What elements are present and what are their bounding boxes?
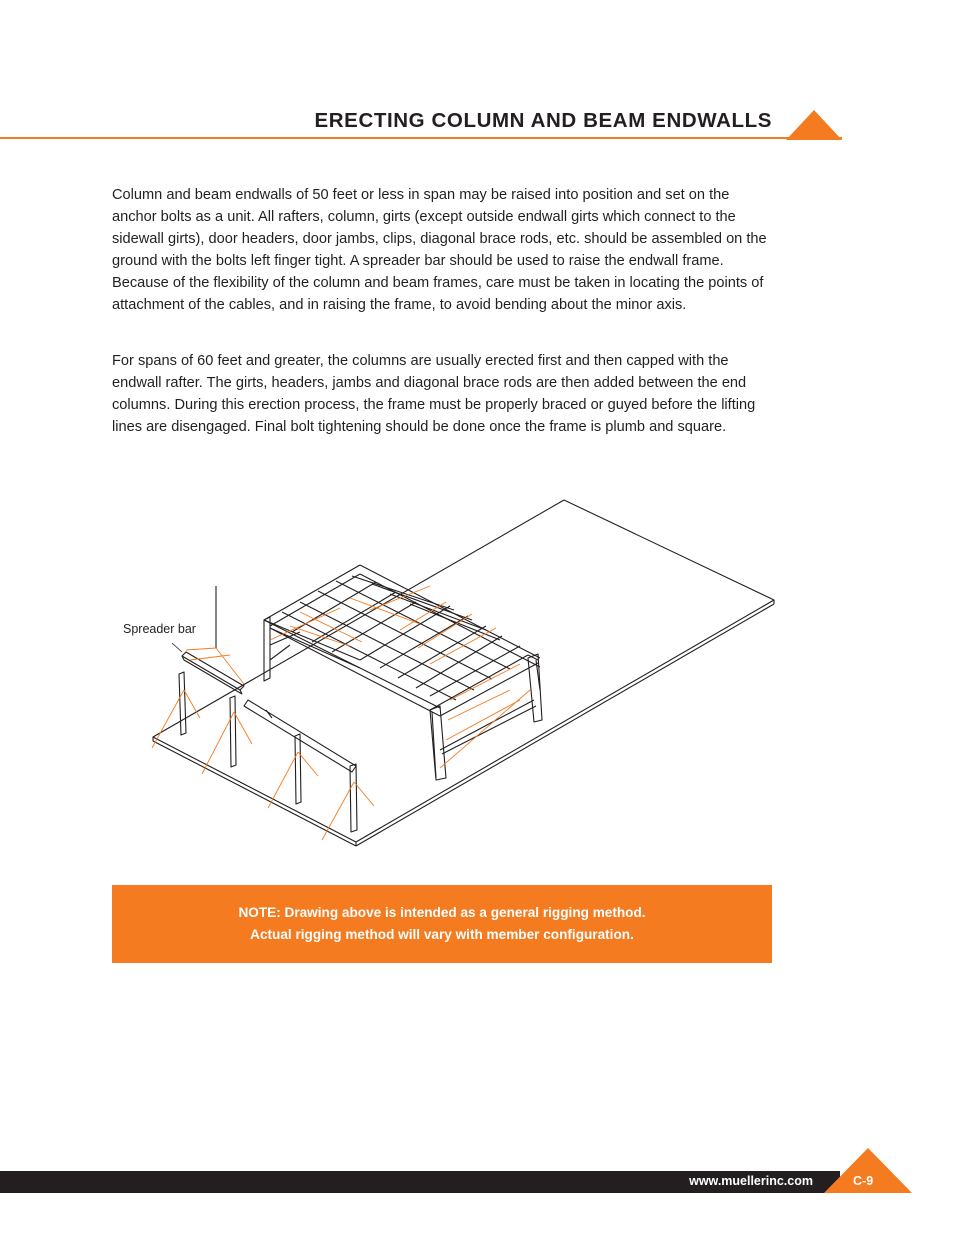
note-line-1: NOTE: Drawing above is intended as a general rigging method. (238, 905, 646, 920)
loose-column-1 (179, 672, 186, 735)
header-rule (0, 137, 842, 139)
note-line-2: Actual rigging method will vary with member configuration. (250, 927, 634, 942)
page-number: C-9 (853, 1174, 874, 1188)
ground-slab (153, 500, 774, 842)
body-paragraph-1: Column and beam endwalls of 50 feet or less in span may be raised into position and set on the anchor bolts as a unit. All rafters, column, girts (except outside endwall girts which connect to the sidewall girts), door headers, door jambs, clips, diagonal brace rods, etc. should be assembled on the ground with the bolts left finger tight. A spreader bar should be used to raise the endwall frame. Because of the flexibility of the column and beam frames, care must be taken in locating the points of attachment of the cables, and in raising the frame, to avoid bending about the minor axis. (112, 187, 767, 313)
body-paragraph-2: For spans of 60 feet and greater, the columns are usually erected first and then capped with the endwall rafter. The girts, headers, jambs and diagonal brace rods are then added between the end columns. During this erection process, the frame must be properly braced or guyed before the lifting lines are disengaged. Final bolt tightening should be done once the frame is plumb and square. (112, 353, 756, 435)
far-frame (264, 565, 360, 681)
footer-url: www.muellerinc.com (689, 1174, 813, 1188)
note-box (112, 885, 772, 963)
spreader-bar (182, 586, 244, 694)
header-triangle-icon (786, 110, 842, 140)
loose-column-4 (350, 764, 357, 832)
spreader-bar-label: Spreader bar (123, 622, 196, 636)
near-frame (430, 654, 542, 780)
page-title: ERECTING COLUMN AND BEAM ENDWALLS (314, 109, 772, 132)
rigging-diagram (0, 480, 954, 860)
loose-column-2 (230, 696, 236, 767)
loose-column-3 (295, 734, 301, 804)
